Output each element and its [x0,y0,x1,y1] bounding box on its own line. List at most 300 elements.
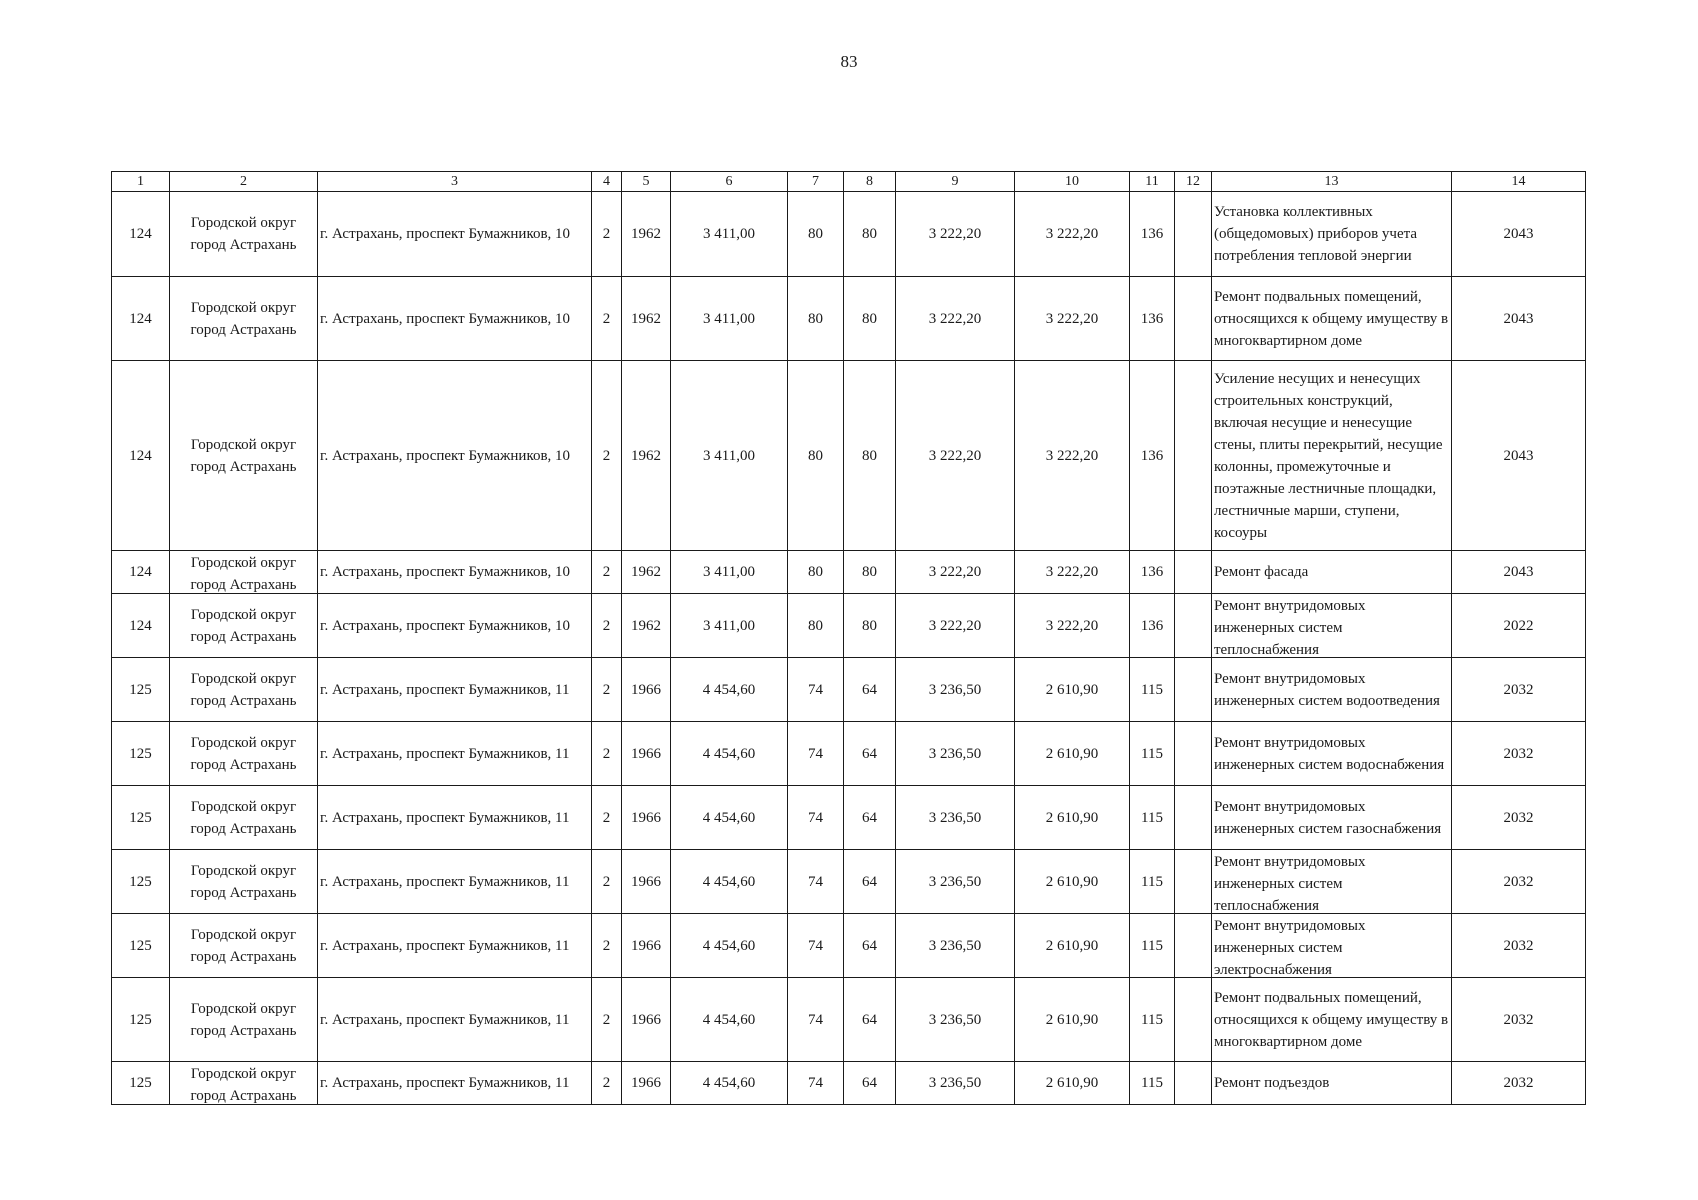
cell-col11 [1130,192,1175,277]
cell-number-text: 125 [129,681,152,698]
cell-col7 [788,277,844,361]
cell-col4 [592,1062,622,1105]
cell-col6 [671,914,788,978]
column-header: 10 [1015,172,1130,192]
cell-number [112,277,170,361]
cell-planned-year-text: 2032 [1503,1011,1534,1028]
cell-municipality [170,361,318,551]
cell-planned-year-text: 2043 [1503,310,1534,327]
cell-address [318,914,592,978]
cell-year-text: 1966 [631,1075,661,1091]
cell-col11-text: 115 [1141,809,1163,826]
cell-col7-text: 74 [808,1075,823,1091]
cell-col4-text: 2 [602,745,611,762]
cell-work-type-text: Ремонт внутридомовых инженерных систем электроснабжения [1214,917,1366,977]
cell-work-type-text: Ремонт подъездов [1214,1075,1330,1091]
cell-year [622,850,671,914]
cell-col7 [788,361,844,551]
table-row [112,277,1586,361]
cell-col7 [788,658,844,722]
cell-col6-text: 4 454,60 [702,873,756,890]
cell-municipality [170,1062,318,1105]
cell-col8-text: 64 [862,1075,877,1091]
cell-col4 [592,361,622,551]
cell-year-text: 1962 [631,310,661,327]
cell-municipality-text: Городской округ город Астрахань [190,1065,297,1104]
cell-col7-text: 80 [808,226,823,242]
cell-col6 [671,1062,788,1105]
cell-col4 [592,277,622,361]
cell-work-type [1212,277,1452,361]
cell-col6 [671,978,788,1062]
cell-col4-text: 2 [602,873,611,890]
cell-col8 [844,914,896,978]
cell-col10 [1015,1062,1130,1105]
cell-col9-text: 3 236,50 [928,937,982,954]
cell-municipality-text: Городской округ город Астрахань [190,554,297,593]
cell-col8 [844,1062,896,1105]
table-row [112,658,1586,722]
cell-col4-text: 2 [602,617,611,634]
cell-year-text: 1966 [631,937,661,954]
cell-number [112,551,170,594]
cell-col11 [1130,978,1175,1062]
cell-col11 [1130,658,1175,722]
cell-col7-text: 74 [808,681,823,698]
cell-municipality-text: Городской округ город Астрахань [190,734,297,773]
column-header: 1 [112,172,170,192]
cell-col11 [1130,722,1175,786]
cell-address-text: г. Астрахань, проспект Бумажников, 10 [320,310,571,327]
cell-year-text: 1962 [631,226,661,242]
cell-col10 [1015,594,1130,658]
cell-work-type-text: Ремонт фасада [1214,564,1309,580]
page-number: 83 [840,52,858,71]
cell-col10 [1015,914,1130,978]
table-row [112,850,1586,914]
cell-planned-year-text: 2043 [1503,447,1534,464]
cell-col8 [844,594,896,658]
cell-col8-text: 80 [862,564,877,580]
cell-year [622,978,671,1062]
cell-work-type-text: Установка коллективных (общедомовых) приборов учета потребления тепловой энергии [1214,204,1417,264]
cell-col6 [671,786,788,850]
cell-col12 [1175,850,1212,914]
cell-col10-text: 2 610,90 [1045,681,1099,698]
cell-year [622,658,671,722]
cell-number-text: 124 [129,310,152,327]
cell-col7 [788,978,844,1062]
cell-col6 [671,192,788,277]
cell-col8-text: 80 [862,447,877,464]
cell-number [112,1062,170,1105]
cell-col7 [788,551,844,594]
cell-col6-text: 3 411,00 [703,310,755,327]
cell-col11-text: 136 [1140,564,1164,580]
cell-number-text: 125 [129,1011,152,1028]
table-header [112,172,1586,192]
cell-col10-text: 2 610,90 [1045,937,1099,954]
register-table [111,171,1586,1105]
column-header: 8 [844,172,896,192]
cell-address-text: г. Астрахань, проспект Бумажников, 11 [320,681,570,698]
cell-col9 [896,361,1015,551]
cell-col6-text: 4 454,60 [702,745,756,762]
cell-address [318,786,592,850]
cell-municipality [170,277,318,361]
cell-municipality-text: Городской округ город Астрахань [190,926,297,965]
cell-col7-text: 74 [808,745,823,762]
cell-col8-text: 80 [862,310,877,327]
cell-work-type [1212,1062,1452,1105]
cell-number [112,850,170,914]
cell-col9 [896,658,1015,722]
cell-col6-text: 3 411,00 [703,447,755,464]
cell-address-text: г. Астрахань, проспект Бумажников, 11 [320,809,570,826]
cell-col9 [896,978,1015,1062]
cell-col8 [844,722,896,786]
cell-col12 [1175,594,1212,658]
cell-col8 [844,786,896,850]
cell-col11-text: 136 [1140,617,1164,634]
cell-col4-text: 2 [602,809,611,826]
cell-work-type-text: Усиление несущих и ненесущих строительных конструкций, включая несущие и ненесущие стены, плиты перекрытий, несущие колонны, промежуточные и поэтажные лестничные площадки, лестничные марши, ступени, косоуры [1214,370,1443,541]
cell-col11 [1130,551,1175,594]
cell-planned-year [1452,192,1586,277]
cell-year [622,722,671,786]
cell-col9-text: 3 236,50 [928,745,982,762]
cell-planned-year-text: 2032 [1503,745,1534,762]
cell-planned-year [1452,658,1586,722]
cell-work-type-text: Ремонт внутридомовых инженерных систем теплоснабжения [1214,853,1366,913]
cell-number-text: 125 [129,873,152,890]
cell-col11-text: 115 [1141,745,1163,762]
cell-municipality-text: Городской округ город Астрахань [190,798,297,837]
column-header: 14 [1452,172,1586,192]
cell-col6-text: 3 411,00 [703,617,755,634]
cell-year-text: 1966 [631,873,661,890]
cell-col11 [1130,361,1175,551]
cell-address [318,192,592,277]
cell-municipality-text: Городской округ город Астрахань [190,299,297,338]
cell-col11 [1130,914,1175,978]
cell-col6-text: 4 454,60 [702,1075,756,1091]
cell-year [622,914,671,978]
cell-year-text: 1962 [631,564,661,580]
cell-planned-year-text: 2043 [1503,226,1534,242]
cell-number [112,192,170,277]
cell-col10 [1015,850,1130,914]
cell-col8-text: 64 [862,681,877,698]
cell-col6 [671,277,788,361]
cell-number-text: 124 [129,564,152,580]
cell-col6 [671,658,788,722]
cell-col9-text: 3 236,50 [928,1075,982,1091]
cell-work-type-text: Ремонт подвальных помещений, относящихся к общему имуществу в многоквартирном доме [1214,288,1449,349]
cell-col7-text: 80 [808,617,823,634]
cell-col9 [896,277,1015,361]
cell-col11-text: 136 [1140,447,1164,464]
cell-municipality [170,594,318,658]
cell-address [318,594,592,658]
cell-number-text: 124 [129,226,152,242]
cell-municipality [170,978,318,1062]
cell-col10-text: 3 222,20 [1045,226,1099,242]
cell-col4-text: 2 [602,564,611,580]
cell-col9 [896,551,1015,594]
cell-col10-text: 2 610,90 [1045,809,1099,826]
cell-col8 [844,361,896,551]
cell-col9-text: 3 236,50 [928,873,982,890]
cell-number [112,978,170,1062]
cell-planned-year [1452,786,1586,850]
cell-col9 [896,1062,1015,1105]
cell-col7-text: 80 [808,447,823,464]
cell-work-type-text: Ремонт внутридомовых инженерных систем водоснабжения [1214,734,1445,773]
cell-col10 [1015,277,1130,361]
cell-col11-text: 136 [1140,226,1164,242]
cell-col12 [1175,361,1212,551]
cell-col6-text: 3 411,00 [703,226,755,242]
cell-municipality [170,192,318,277]
column-header: 4 [592,172,622,192]
column-header: 5 [622,172,671,192]
cell-col12 [1175,722,1212,786]
cell-address-text: г. Астрахань, проспект Бумажников, 10 [320,447,571,464]
cell-work-type [1212,978,1452,1062]
cell-planned-year-text: 2032 [1503,809,1534,826]
table-row [112,361,1586,551]
cell-col9 [896,914,1015,978]
cell-number [112,361,170,551]
cell-municipality-text: Городской округ город Астрахань [190,436,297,475]
cell-col10-text: 2 610,90 [1045,745,1099,762]
cell-col9 [896,722,1015,786]
cell-year [622,1062,671,1105]
column-header: 12 [1175,172,1212,192]
cell-year [622,594,671,658]
cell-col4-text: 2 [602,1075,611,1091]
cell-planned-year-text: 2022 [1503,617,1534,634]
cell-work-type-text: Ремонт подвальных помещений, относящихся к общему имуществу в многоквартирном доме [1214,989,1449,1050]
cell-municipality [170,551,318,594]
cell-address [318,658,592,722]
cell-col7 [788,722,844,786]
cell-col10 [1015,786,1130,850]
cell-year-text: 1962 [631,617,661,634]
cell-col11 [1130,1062,1175,1105]
cell-year [622,361,671,551]
cell-col10-text: 2 610,90 [1045,873,1099,890]
cell-work-type [1212,192,1452,277]
cell-municipality-text: Городской округ город Астрахань [190,606,297,645]
cell-planned-year-text: 2043 [1503,564,1534,580]
table-row [112,192,1586,277]
cell-col4-text: 2 [602,937,611,954]
cell-col10 [1015,361,1130,551]
cell-col9 [896,850,1015,914]
cell-address-text: г. Астрахань, проспект Бумажников, 10 [320,617,571,634]
cell-year [622,786,671,850]
cell-col8 [844,978,896,1062]
cell-number-text: 125 [129,937,152,954]
cell-planned-year [1452,361,1586,551]
cell-address [318,722,592,786]
cell-col10 [1015,551,1130,594]
cell-work-type-text: Ремонт внутридомовых инженерных систем теплоснабжения [1214,597,1366,657]
cell-col6 [671,722,788,786]
cell-planned-year [1452,978,1586,1062]
cell-address-text: г. Астрахань, проспект Бумажников, 11 [320,873,570,890]
table-row [112,978,1586,1062]
cell-work-type [1212,551,1452,594]
cell-planned-year [1452,551,1586,594]
cell-col9-text: 3 222,20 [928,226,982,242]
cell-year [622,192,671,277]
cell-year-text: 1966 [631,745,661,762]
cell-municipality [170,850,318,914]
cell-col11 [1130,850,1175,914]
cell-col4 [592,978,622,1062]
cell-municipality-text: Городской округ город Астрахань [190,862,297,901]
cell-col9 [896,594,1015,658]
cell-col12 [1175,914,1212,978]
cell-planned-year [1452,1062,1586,1105]
cell-year-text: 1966 [631,1011,661,1028]
cell-col8 [844,192,896,277]
cell-col10-text: 3 222,20 [1045,564,1099,580]
cell-municipality-text: Городской округ город Астрахань [190,215,297,253]
cell-col10-text: 3 222,20 [1045,447,1099,464]
cell-col7-text: 80 [808,564,823,580]
table-row [112,1062,1586,1105]
cell-address-text: г. Астрахань, проспект Бумажников, 10 [320,226,571,242]
column-header: 2 [170,172,318,192]
cell-year-text: 1966 [631,809,661,826]
cell-col10-text: 3 222,20 [1045,310,1099,327]
cell-number [112,722,170,786]
cell-planned-year [1452,722,1586,786]
cell-col4 [592,850,622,914]
cell-col11 [1130,786,1175,850]
cell-number-text: 125 [129,1075,152,1091]
cell-col6-text: 3 411,00 [703,564,755,580]
cell-work-type [1212,361,1452,551]
cell-planned-year [1452,594,1586,658]
cell-municipality [170,658,318,722]
cell-col9 [896,192,1015,277]
column-header: 6 [671,172,788,192]
cell-address-text: г. Астрахань, проспект Бумажников, 11 [320,1075,570,1091]
cell-col11 [1130,594,1175,658]
column-header: 3 [318,172,592,192]
cell-col10 [1015,722,1130,786]
cell-col11-text: 136 [1140,310,1164,327]
cell-work-type [1212,914,1452,978]
cell-col6-text: 4 454,60 [702,1011,756,1028]
cell-col6 [671,594,788,658]
cell-col9 [896,786,1015,850]
cell-col10 [1015,978,1130,1062]
cell-col4-text: 2 [602,681,611,698]
cell-col11-text: 115 [1141,681,1163,698]
cell-col4 [592,786,622,850]
cell-work-type [1212,850,1452,914]
cell-col11-text: 115 [1141,873,1163,890]
cell-col8 [844,850,896,914]
column-header: 13 [1212,172,1452,192]
cell-col7 [788,1062,844,1105]
cell-municipality [170,914,318,978]
cell-number [112,914,170,978]
cell-number [112,594,170,658]
cell-col4-text: 2 [602,447,611,464]
cell-col8-text: 64 [862,873,877,890]
cell-municipality-text: Городской округ город Астрахань [190,670,297,709]
cell-address [318,850,592,914]
cell-col7 [788,914,844,978]
cell-col4-text: 2 [602,1011,611,1028]
cell-year [622,551,671,594]
cell-col6-text: 4 454,60 [702,681,756,698]
cell-col9-text: 3 222,20 [928,617,982,634]
table-row [112,786,1586,850]
cell-number-text: 125 [129,745,152,762]
cell-col9-text: 3 236,50 [928,681,982,698]
cell-col6-text: 4 454,60 [702,809,756,826]
cell-address [318,1062,592,1105]
cell-col11-text: 115 [1141,937,1163,954]
cell-col10 [1015,658,1130,722]
cell-col8-text: 64 [862,745,877,762]
cell-work-type [1212,658,1452,722]
cell-col12 [1175,978,1212,1062]
cell-address [318,551,592,594]
cell-planned-year [1452,277,1586,361]
cell-year-text: 1966 [631,681,661,698]
cell-work-type [1212,594,1452,658]
cell-work-type-text: Ремонт внутридомовых инженерных систем водоотведения [1214,670,1440,709]
cell-col12 [1175,551,1212,594]
cell-col7 [788,192,844,277]
cell-col6 [671,551,788,594]
cell-number-text: 124 [129,617,152,634]
cell-address [318,978,592,1062]
cell-col9-text: 3 236,50 [928,809,982,826]
cell-col7-text: 80 [808,310,823,327]
cell-col7-text: 74 [808,809,823,826]
cell-col12 [1175,277,1212,361]
cell-planned-year-text: 2032 [1503,873,1534,890]
cell-col4 [592,914,622,978]
cell-col7 [788,594,844,658]
cell-work-type [1212,722,1452,786]
cell-col10-text: 2 610,90 [1045,1011,1099,1028]
header-row [112,172,1586,192]
cell-municipality-text: Городской округ город Астрахань [190,1000,297,1039]
table-row [112,722,1586,786]
cell-address-text: г. Астрахань, проспект Бумажников, 11 [320,745,570,762]
cell-number [112,658,170,722]
cell-col4-text: 2 [602,226,611,242]
cell-col9-text: 3 236,50 [928,1011,982,1028]
cell-col8-text: 80 [862,226,877,242]
table-row [112,594,1586,658]
cell-address [318,361,592,551]
cell-col12 [1175,192,1212,277]
cell-col8-text: 64 [862,1011,877,1028]
cell-col4 [592,658,622,722]
